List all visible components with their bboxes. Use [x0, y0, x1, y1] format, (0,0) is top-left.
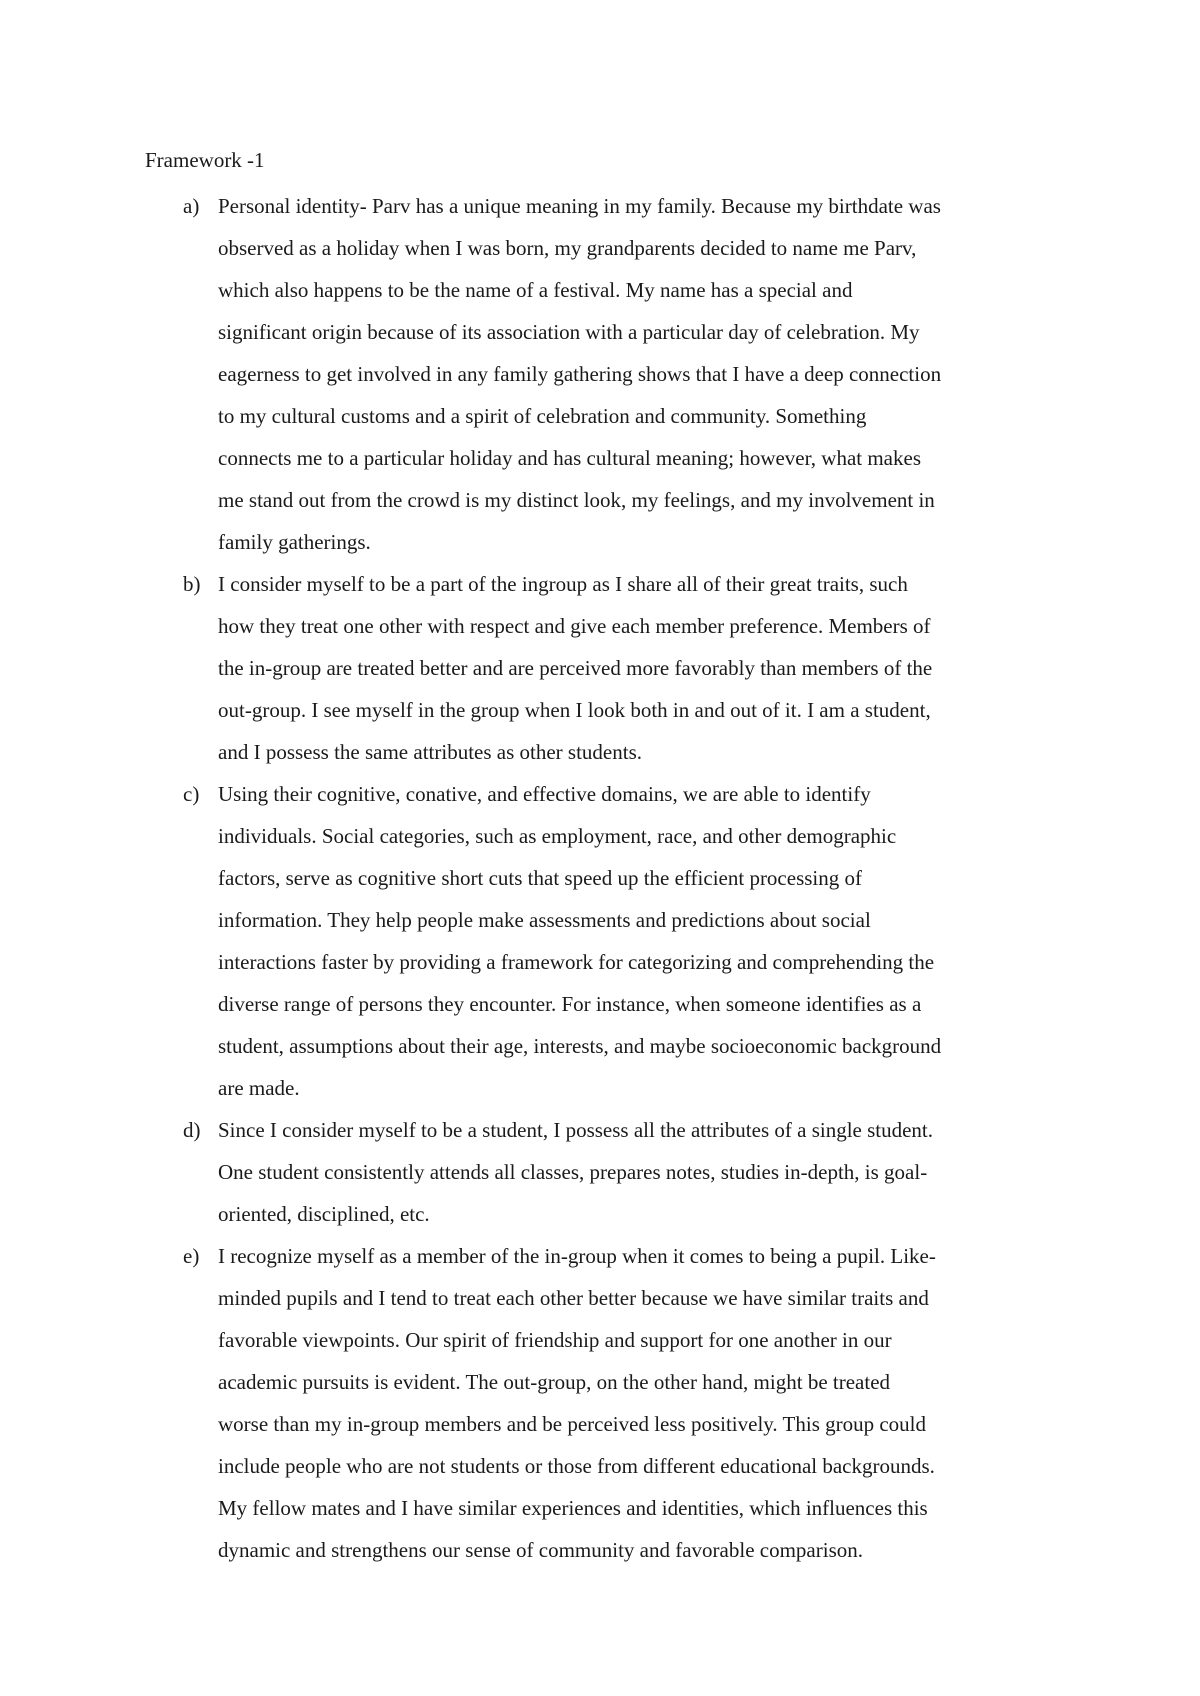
- paragraph-line: academic pursuits is evident. The out-group, on the other hand, might be treated: [218, 1370, 891, 1394]
- paragraph-line: I consider myself to be a part of the ingroup as I share all of their great traits, such: [218, 572, 908, 596]
- paragraph-line: oriented, disciplined, etc.: [218, 1202, 430, 1226]
- paragraph-line: student, assumptions about their age, interests, and maybe socioeconomic background: [218, 1034, 942, 1058]
- paragraph-line: include people who are not students or those from different educational backgrounds.: [218, 1454, 935, 1478]
- paragraph-line: me stand out from the crowd is my distinct look, my feelings, and my involvement in: [218, 488, 935, 512]
- list-item-marker: a): [183, 194, 200, 218]
- paragraph-line: favorable viewpoints. Our spirit of friendship and support for one another in our: [218, 1328, 892, 1352]
- list-item-paragraph: [218, 185, 1060, 563]
- paragraph-line: the in-group are treated better and are perceived more favorably than members of the: [218, 656, 933, 680]
- paragraph-line: My fellow mates and I have similar experiences and identities, which influences this: [218, 1496, 928, 1520]
- paragraph-line: are made.: [218, 1076, 300, 1100]
- paragraph-line: worse than my in-group members and be perceived less positively. This group could: [218, 1412, 927, 1436]
- paragraph-line: dynamic and strengthens our sense of community and favorable comparison.: [218, 1538, 863, 1562]
- paragraph-line: minded pupils and I tend to treat each other better because we have similar traits and: [218, 1286, 929, 1310]
- paragraph-line: significant origin because of its association with a particular day of celebration. My: [218, 320, 920, 344]
- paragraph-line: factors, serve as cognitive short cuts that speed up the efficient processing of: [218, 866, 862, 890]
- list-item-paragraph: [218, 563, 1060, 773]
- paragraph-line: interactions faster by providing a framework for categorizing and comprehending the: [218, 950, 935, 974]
- paragraph-line: and I possess the same attributes as other students.: [218, 740, 642, 764]
- list-item-paragraph: [218, 1109, 1060, 1235]
- paragraph-line: family gatherings.: [218, 530, 371, 554]
- paragraph-line: which also happens to be the name of a festival. My name has a special and: [218, 278, 853, 302]
- list-item-marker: c): [183, 782, 200, 806]
- paragraph-line: individuals. Social categories, such as employment, race, and other demographic: [218, 824, 897, 848]
- paragraph-line: connects me to a particular holiday and has cultural meaning; however, what makes: [218, 446, 921, 470]
- paragraph-line: diverse range of persons they encounter. For instance, when someone identifies as a: [218, 992, 922, 1016]
- paragraph-line: out-group. I see myself in the group when I look both in and out of it. I am a student,: [218, 698, 931, 722]
- paragraph-line: Personal identity- Parv has a unique meaning in my family. Because my birthdate was: [218, 194, 941, 218]
- list-item: [0, 1235, 1200, 1571]
- framework-item-list: [0, 185, 1200, 1571]
- paragraph-line: I recognize myself as a member of the in-group when it comes to being a pupil. Like-: [218, 1244, 936, 1268]
- list-item: [0, 185, 1200, 563]
- paragraph-line: to my cultural customs and a spirit of celebration and community. Something: [218, 404, 867, 428]
- list-item-paragraph: [218, 1235, 1060, 1571]
- paragraph-line: information. They help people make assessments and predictions about social: [218, 908, 871, 932]
- list-item: [0, 773, 1200, 1109]
- list-item-marker: e): [183, 1244, 200, 1268]
- list-item-paragraph: [218, 773, 1060, 1109]
- paragraph-line: eagerness to get involved in any family gathering shows that I have a deep connection: [218, 362, 942, 386]
- list-item: [0, 1109, 1200, 1235]
- paragraph-line: Since I consider myself to be a student, I possess all the attributes of a single student.: [218, 1118, 934, 1142]
- paragraph-line: One student consistently attends all classes, prepares notes, studies in-depth, is goal-: [218, 1160, 928, 1184]
- list-item-marker: b): [183, 572, 201, 596]
- paragraph-line: how they treat one other with respect and give each member preference. Members of: [218, 614, 931, 638]
- list-item-marker: d): [183, 1118, 201, 1142]
- paragraph-line: Using their cognitive, conative, and effective domains, we are able to identify: [218, 782, 871, 806]
- document-title: Framework -1: [145, 148, 265, 172]
- paragraph-line: observed as a holiday when I was born, my grandparents decided to name me Parv,: [218, 236, 917, 260]
- list-item: [0, 563, 1200, 773]
